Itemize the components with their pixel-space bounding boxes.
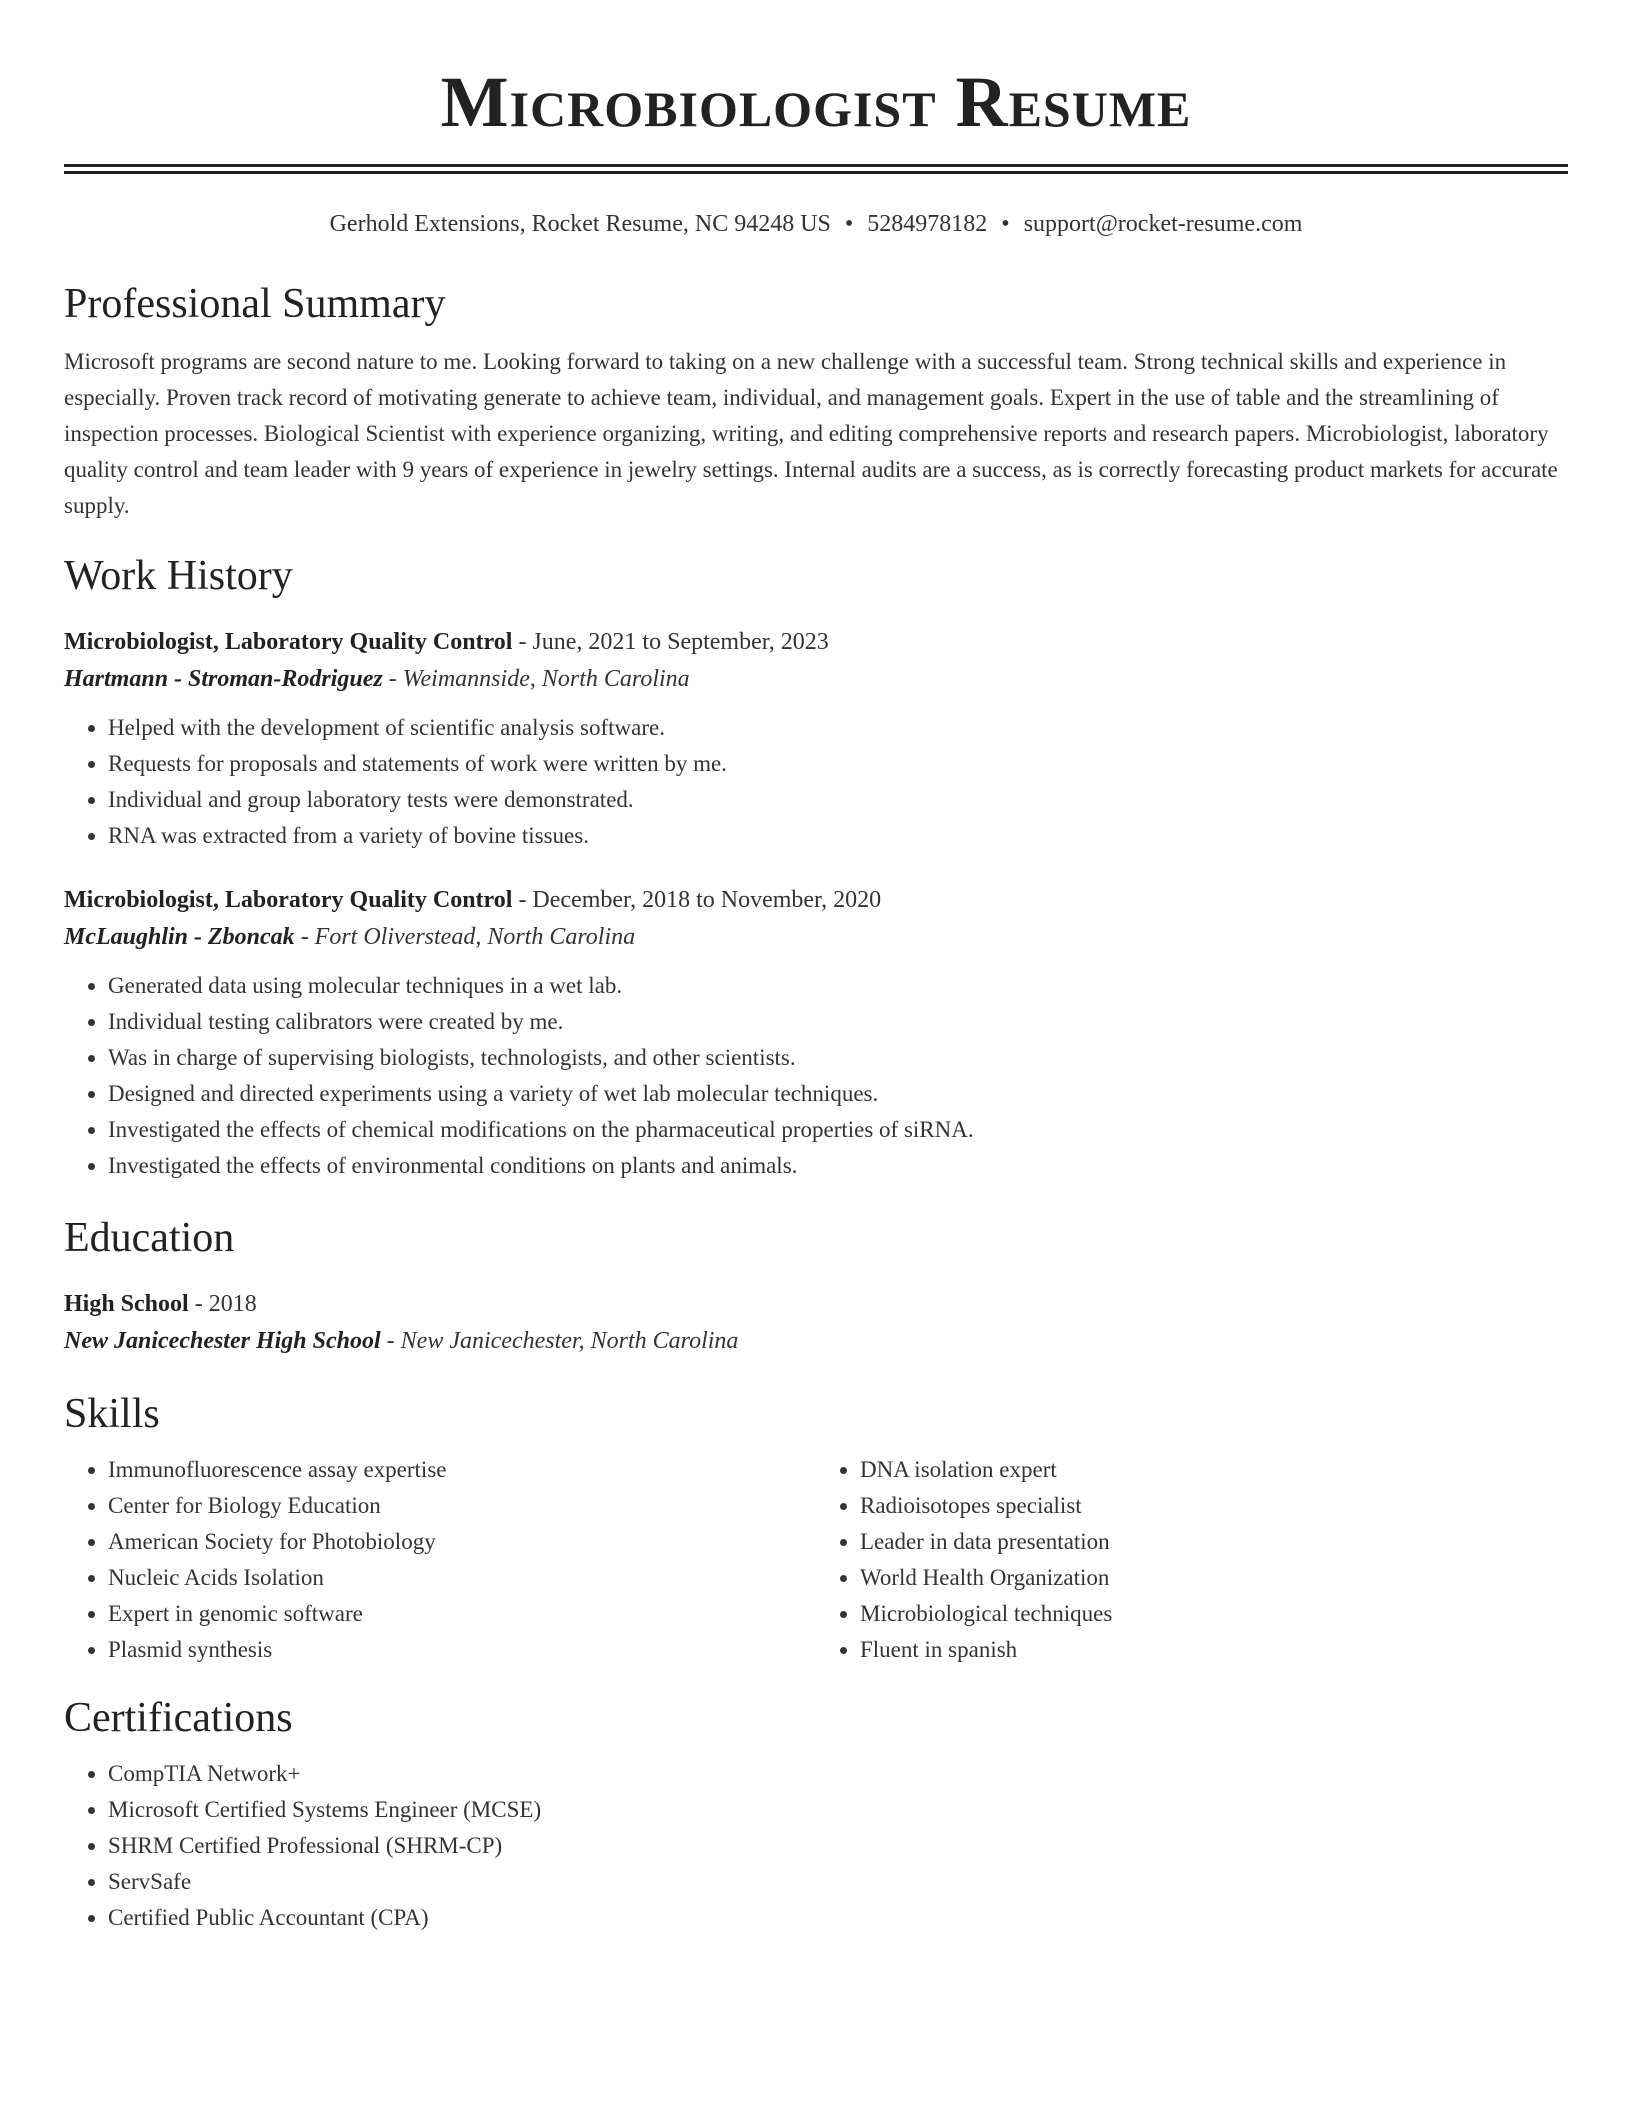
education-year: - 2018 [188,1291,257,1317]
skills-list-left [64,1452,816,1668]
education-heading: Education [64,1215,235,1261]
summary-heading: Professional Summary [64,281,446,327]
list-item: • Helped with the development of scientific analysis software. [108,710,1568,746]
job-location: - Fort Oliverstead, North Carolina [294,924,636,950]
education-school: New Janicechester High School [64,1328,381,1354]
list-item: • World Health Organization [860,1560,1568,1596]
job-employer: Hartmann - Stroman-Rodriguez [64,666,383,692]
contact-separator: • [844,211,854,237]
certifications-list [64,1756,1568,1936]
list-item: • Certified Public Accountant (CPA) [108,1900,1568,1936]
list-item: • Designed and directed experiments using a variety of wet lab molecular techniques. [108,1076,1568,1112]
contact-separator: • [1001,211,1010,237]
contact-address: Gerhold Extensions, Rocket Resume, NC 94248 US [329,211,831,237]
list-item: • Expert in genomic software [108,1596,816,1632]
list-item: • Microbiological techniques [860,1596,1568,1632]
education-entry [64,1286,1568,1360]
education-location: - New Janicechester, North Carolina [380,1328,739,1354]
skills-grid [64,1452,1568,1668]
list-item: • Investigated the effects of chemical modifications on the pharmaceutical properties of siRNA. [108,1112,1568,1148]
list-item: • CompTIA Network+ [108,1756,1568,1792]
list-item: • RNA was extracted from a variety of bovine tissues. [108,818,1568,854]
list-item: • ServSafe [108,1864,1568,1900]
title-double-rule [64,164,1568,174]
list-item: • DNA isolation expert [860,1452,1568,1488]
job-duties-list [64,710,1568,854]
list-item: • Individual testing calibrators were created by me. [108,1004,1568,1040]
list-item: • Center for Biology Education [108,1488,816,1524]
list-item: • Investigated the effects of environmental conditions on plants and animals. [108,1148,1568,1184]
list-item: • Microsoft Certified Systems Engineer (MCSE) [108,1792,1568,1828]
list-item: • Fluent in spanish [860,1632,1568,1668]
job-entry [64,624,1568,854]
list-item: • Generated data using molecular techniques in a wet lab. [108,968,1568,1004]
job-title-line [64,882,1568,918]
work-history-heading: Work History [64,553,293,599]
list-item: • SHRM Certified Professional (SHRM-CP) [108,1828,1568,1864]
list-item: • Nucleic Acids Isolation [108,1560,816,1596]
resume-title: Microbiologist Resume [440,62,1192,142]
job-employer-line [64,918,1568,956]
contact-email: support@rocket-resume.com [1023,211,1303,237]
list-item: • Individual and group laboratory tests were demonstrated. [108,782,1568,818]
list-item: • Radioisotopes specialist [860,1488,1568,1524]
education-degree: High School [64,1291,189,1317]
job-title-line [64,624,1568,660]
contact-line [64,208,1568,240]
job-title: Microbiologist, Laboratory Quality Control [64,629,513,655]
job-dates: - December, 2018 to November, 2020 [512,887,882,913]
certifications-heading: Certifications [64,1695,293,1741]
job-duties-list [64,968,1568,1184]
list-item: • American Society for Photobiology [108,1524,816,1560]
education-degree-line [64,1286,1568,1322]
job-employer: McLaughlin - Zboncak [64,924,295,950]
education-school-line [64,1322,1568,1360]
list-item: • Leader in data presentation [860,1524,1568,1560]
skills-heading: Skills [64,1391,160,1437]
list-item: • Was in charge of supervising biologists, technologists, and other scientists. [108,1040,1568,1076]
contact-phone: 5284978182 [867,211,988,237]
skills-list-right [816,1452,1568,1668]
summary-text: Microsoft programs are second nature to me. Looking forward to taking on a new challenge with a successful team. Strong technical skills and experience in especially. Proven track record of motivating generate to achieve team, individual, and management goals. Expert in the use of table and the streamlining of inspection processes. Biological Scientist with experience organizing, writing, and editing comprehensive reports and research papers. Microbiologist, laboratory quality control and team leader with 9 years of experience in jewelry settings. Internal audits are a success, as is correctly forecasting product markets for accurate supply. [64,349,1558,518]
list-item: • Immunofluorescence assay expertise [108,1452,816,1488]
job-employer-line [64,660,1568,698]
job-location: - Weimannside, North Carolina [382,666,690,692]
job-title: Microbiologist, Laboratory Quality Control [64,887,513,913]
job-entry [64,882,1568,1184]
list-item: • Plasmid synthesis [108,1632,816,1668]
list-item: • Requests for proposals and statements of work were written by me. [108,746,1568,782]
job-dates: - June, 2021 to September, 2023 [512,629,829,655]
